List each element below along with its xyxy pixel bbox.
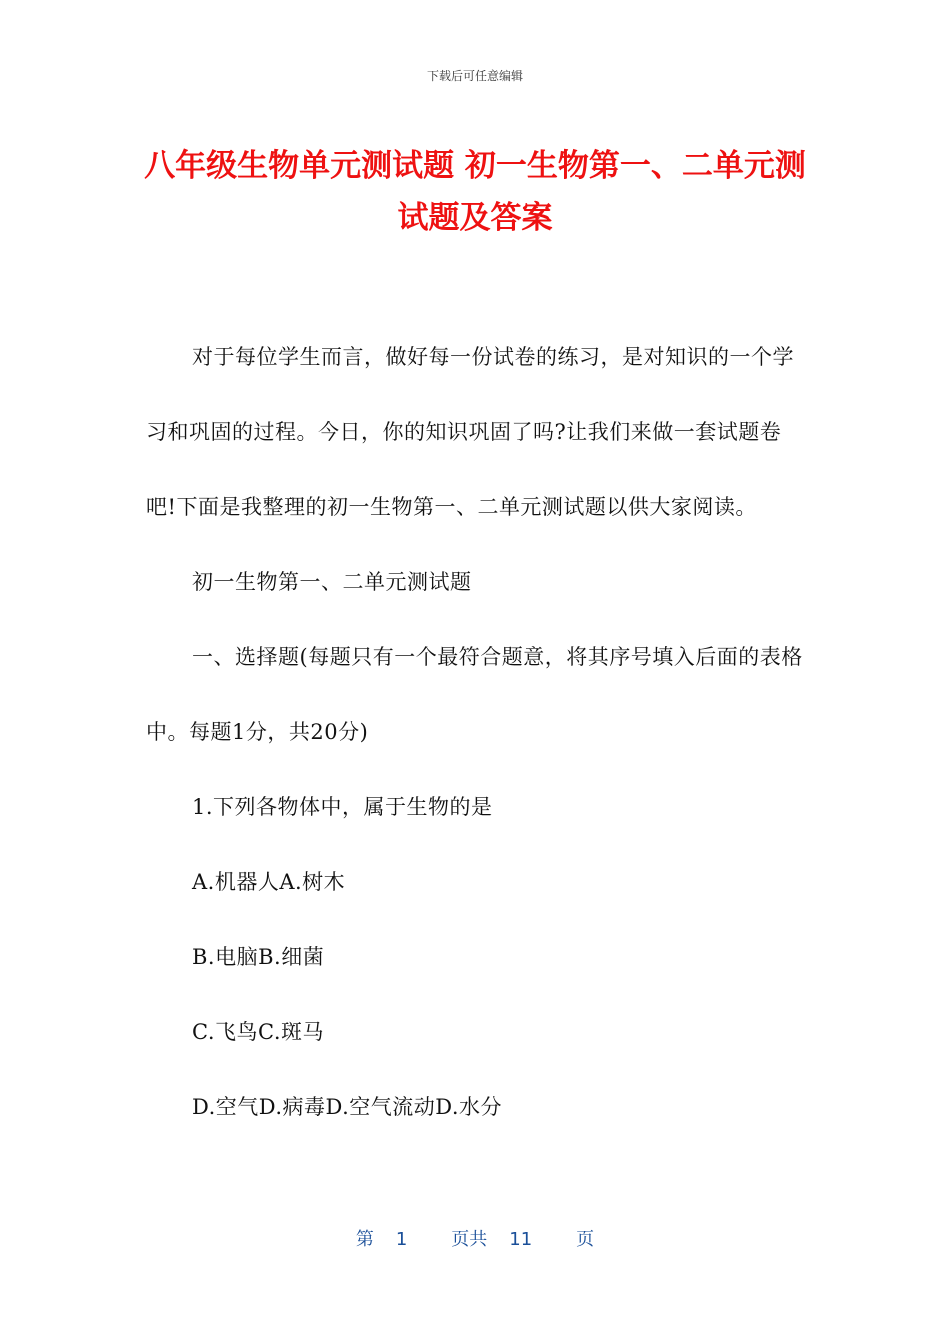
- option-a: A.机器人A.树木: [192, 870, 346, 894]
- footer-suffix: 页: [576, 1229, 595, 1250]
- option-c: C.飞鸟C.斑马: [192, 1020, 324, 1044]
- question-instructions: 一、选择题(每题只有一个最符合题意，将其序号填入后面的表格中。每题1分，共20分): [146, 645, 803, 744]
- section-heading: 初一生物第一、二单元测试题: [192, 570, 472, 594]
- intro-paragraph: 对于每位学生而言，做好每一份试卷的练习，是对知识的一个学习和巩固的过程。今日，你的知识巩固了吗?让我们来做一套试题卷吧!下面是我整理的初一生物第一、二单元测试题以供大家阅读。: [146, 345, 794, 519]
- option-b: B.电脑B.细菌: [192, 945, 325, 969]
- option-d: D.空气D.病毒D.空气流动D.水分: [192, 1095, 503, 1119]
- header-note: 下载后可任意编辑: [426, 69, 523, 83]
- footer-prefix: 第: [355, 1229, 374, 1250]
- question-1: 1.下列各物体中，属于生物的是: [192, 795, 493, 819]
- document-title: 八年级生物单元测试题 初一生物第一、二单元测试题及答案: [144, 148, 806, 236]
- footer-total-pages: 11: [509, 1229, 533, 1250]
- footer-page-number: 1: [395, 1229, 408, 1250]
- page-footer: [0, 1225, 950, 1251]
- document-body: [146, 320, 806, 1145]
- footer-middle: 页共: [451, 1229, 488, 1250]
